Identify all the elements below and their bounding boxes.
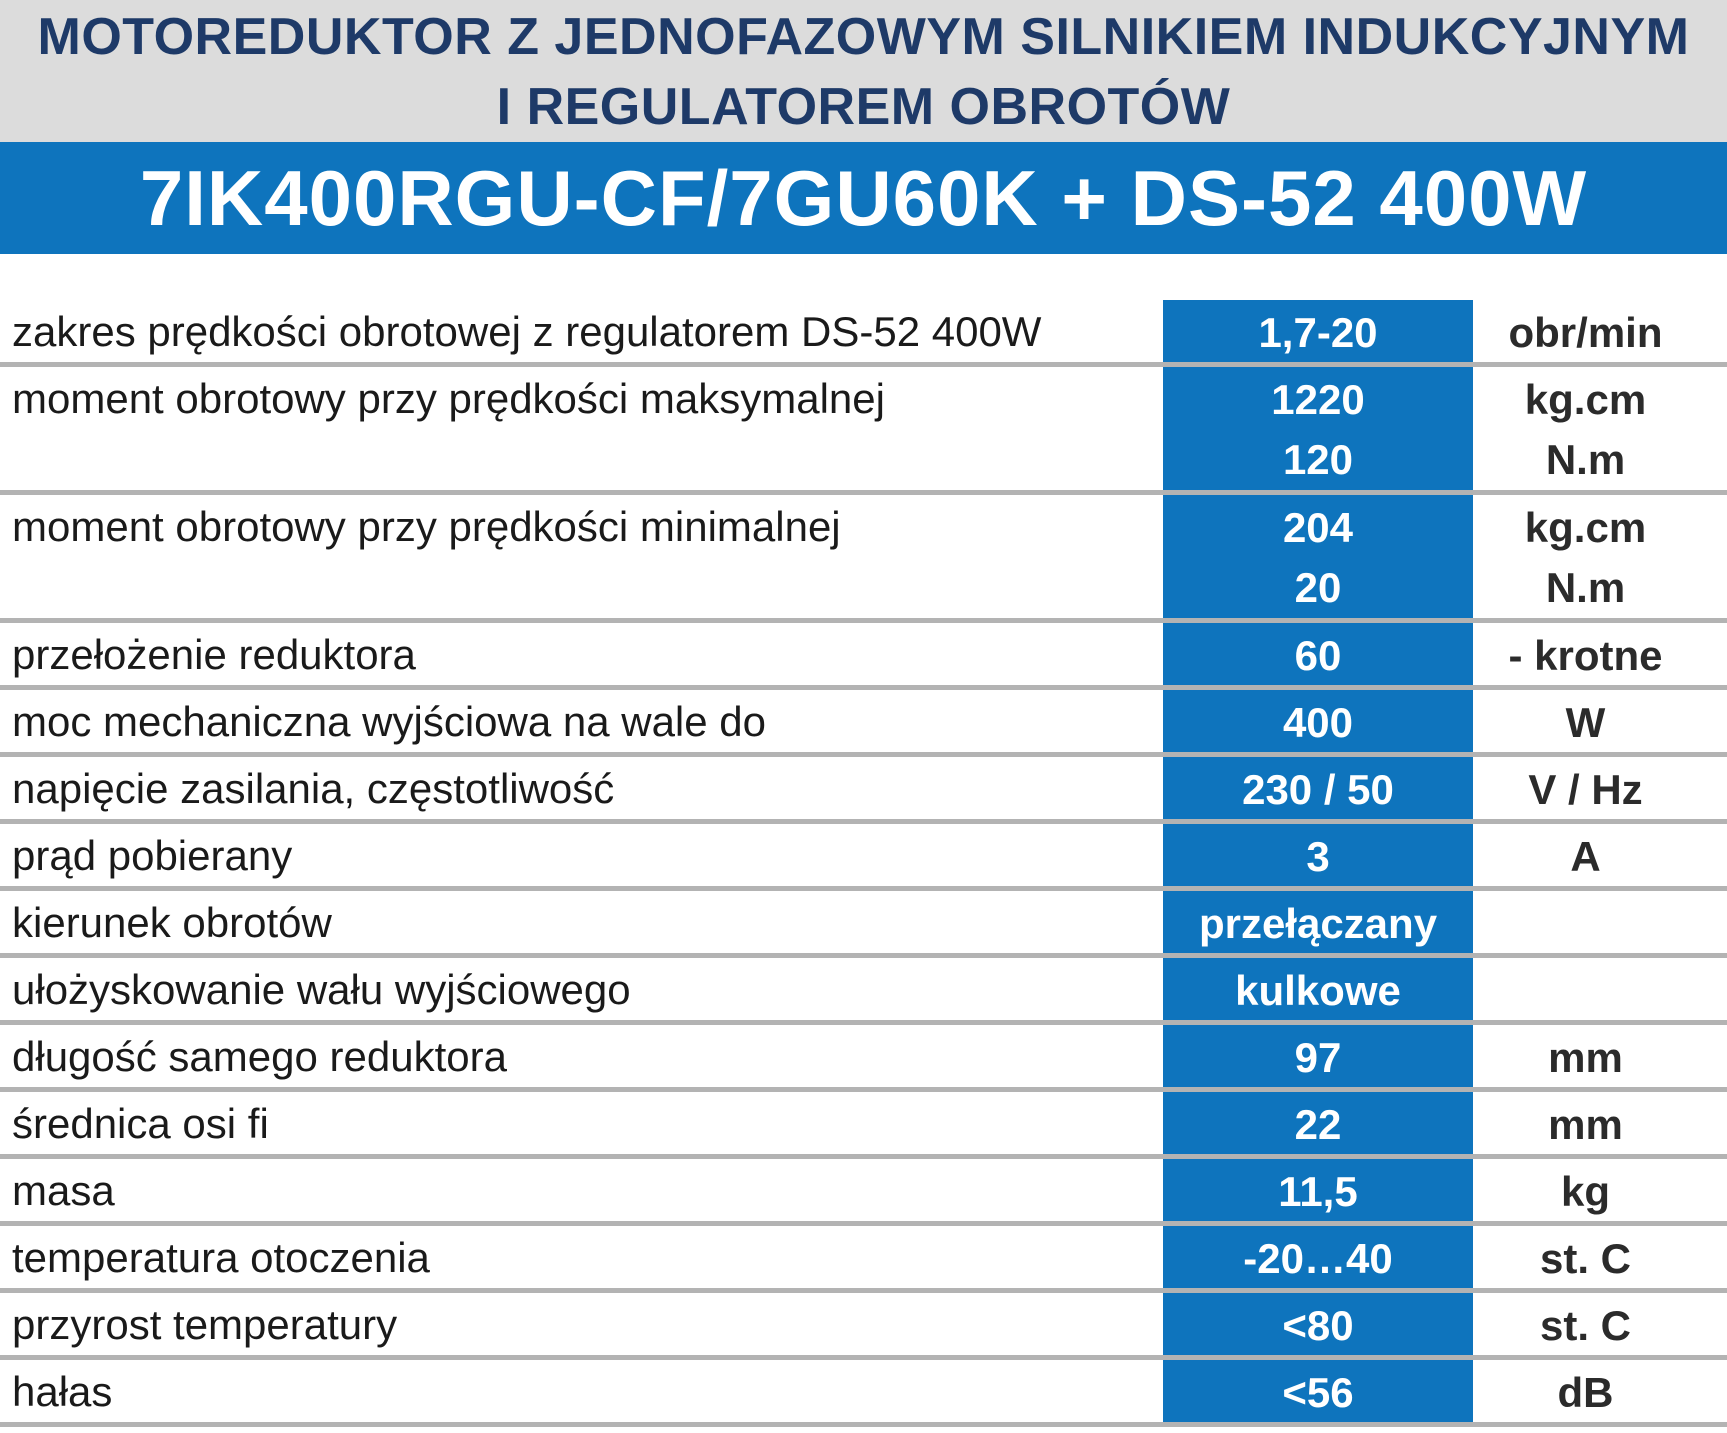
spec-label: zakres prędkości obrotowej z regulatorem DS-52 400W xyxy=(12,308,1042,355)
spec-value-cell xyxy=(1163,690,1473,752)
spec-label: długość samego reduktora xyxy=(12,1033,507,1080)
model-band xyxy=(0,142,1727,254)
spec-value-cell xyxy=(1163,300,1473,362)
spec-value-cell xyxy=(1163,824,1473,886)
spec-value-cell xyxy=(1163,1360,1473,1422)
spec-value: kulkowe xyxy=(1235,967,1401,1014)
spec-value: 3 xyxy=(1306,833,1330,880)
spec-unit-cell xyxy=(1473,300,1698,362)
spec-value-cell xyxy=(1163,891,1473,953)
spec-unit-cell xyxy=(1473,1293,1698,1355)
spec-unit: dB xyxy=(1557,1369,1614,1416)
spec-value: przełączany xyxy=(1198,900,1438,947)
spec-row xyxy=(0,1025,1727,1092)
spec-value-cell xyxy=(1163,958,1473,1020)
spec-row xyxy=(0,757,1727,824)
spec-row xyxy=(0,1360,1727,1427)
spec-label: średnica osi fi xyxy=(12,1100,269,1147)
spec-label: hałas xyxy=(12,1368,113,1415)
spec-unit: W xyxy=(1565,699,1606,746)
spec-value-cell xyxy=(1163,495,1473,618)
spec-row xyxy=(0,1226,1727,1293)
spec-unit: mm xyxy=(1548,1101,1623,1148)
spec-unit-cell xyxy=(1473,367,1698,490)
spec-row xyxy=(0,824,1727,891)
spec-label: prąd pobierany xyxy=(12,832,293,879)
spec-value: 11,5 xyxy=(1278,1168,1358,1215)
model-name: 7IK400RGU-CF/7GU60K + DS-52 400W xyxy=(139,154,1588,242)
spec-label: przełożenie reduktora xyxy=(12,631,416,678)
spec-label: ułożyskowanie wału wyjściowego xyxy=(12,966,631,1013)
spec-label: kierunek obrotów xyxy=(12,899,332,946)
spec-value-cell xyxy=(1163,1092,1473,1154)
spec-unit: mm xyxy=(1548,1034,1623,1081)
spec-unit xyxy=(1473,893,1698,955)
spec-value: <80 xyxy=(1282,1302,1354,1349)
spec-value: 400 xyxy=(1282,699,1354,746)
title-band xyxy=(0,0,1727,142)
spec-unit: st. C xyxy=(1539,1235,1631,1282)
spec-label: moment obrotowy przy prędkości minimalnej xyxy=(12,503,841,550)
page-title-line-1: MOTOREDUKTOR Z JEDNOFAZOWYM SILNIKIEM INDUKCYJNYM xyxy=(37,8,1690,66)
spec-row xyxy=(0,495,1727,623)
spec-unit: V / Hz xyxy=(1528,766,1643,813)
spec-unit-cell xyxy=(1473,1360,1698,1422)
spec-row xyxy=(0,367,1727,495)
spec-unit-cell xyxy=(1473,891,1698,953)
spec-unit-cell xyxy=(1473,495,1698,618)
spec-row xyxy=(0,891,1727,958)
spec-row xyxy=(0,1092,1727,1159)
spec-value-cell xyxy=(1163,623,1473,685)
spec-value: -20…40 xyxy=(1243,1235,1393,1282)
spec-unit: N.m xyxy=(1545,436,1626,483)
spec-label: masa xyxy=(12,1167,115,1214)
spec-unit xyxy=(1473,960,1698,1022)
spec-table xyxy=(0,300,1727,1427)
spec-value: 1220 xyxy=(1271,376,1365,423)
spec-unit-cell xyxy=(1473,1226,1698,1288)
spec-value: 97 xyxy=(1294,1034,1342,1081)
spec-label: moment obrotowy przy prędkości maksymalnej xyxy=(12,375,885,422)
spec-label: napięcie zasilania, częstotliwość xyxy=(12,765,615,812)
spec-unit-cell xyxy=(1473,757,1698,819)
spec-value: 230 / 50 xyxy=(1242,766,1394,813)
spec-row xyxy=(0,1293,1727,1360)
spec-value: <56 xyxy=(1282,1369,1354,1416)
spec-unit-cell xyxy=(1473,824,1698,886)
spec-unit: - krotne xyxy=(1508,632,1663,679)
spec-value: 120 xyxy=(1282,436,1354,483)
spec-value-cell xyxy=(1163,757,1473,819)
spec-value-cell xyxy=(1163,1159,1473,1221)
spec-value: 1,7-20 xyxy=(1258,309,1378,356)
spec-value: 20 xyxy=(1294,564,1342,611)
spec-value-cell xyxy=(1163,1293,1473,1355)
spec-unit-cell xyxy=(1473,690,1698,752)
spec-value: 204 xyxy=(1282,504,1354,551)
spec-row xyxy=(0,300,1727,367)
spec-unit-cell xyxy=(1473,623,1698,685)
spec-unit-cell xyxy=(1473,1159,1698,1221)
spec-row xyxy=(0,958,1727,1025)
spec-value: 22 xyxy=(1294,1101,1342,1148)
spec-unit: st. C xyxy=(1539,1302,1631,1349)
spec-unit: kg xyxy=(1560,1168,1610,1215)
spec-label: moc mechaniczna wyjściowa na wale do xyxy=(12,698,767,745)
spec-unit: obr/min xyxy=(1508,309,1663,356)
spec-unit: N.m xyxy=(1545,564,1626,611)
spec-value-cell xyxy=(1163,1226,1473,1288)
spec-unit-cell xyxy=(1473,958,1698,1020)
spec-value-cell xyxy=(1163,1025,1473,1087)
page-title-line-2: I REGULATOREM OBROTÓW xyxy=(496,78,1231,136)
spec-row xyxy=(0,623,1727,690)
spec-unit: A xyxy=(1570,833,1601,880)
spec-unit: kg.cm xyxy=(1524,504,1647,551)
spec-unit-cell xyxy=(1473,1025,1698,1087)
spec-label: temperatura otoczenia xyxy=(12,1234,430,1281)
spec-unit: kg.cm xyxy=(1524,376,1647,423)
spec-row xyxy=(0,1159,1727,1226)
spec-value-cell xyxy=(1163,367,1473,490)
spec-unit-cell xyxy=(1473,1092,1698,1154)
spec-row xyxy=(0,690,1727,757)
spec-value: 60 xyxy=(1294,632,1342,679)
spec-label: przyrost temperatury xyxy=(12,1301,398,1348)
